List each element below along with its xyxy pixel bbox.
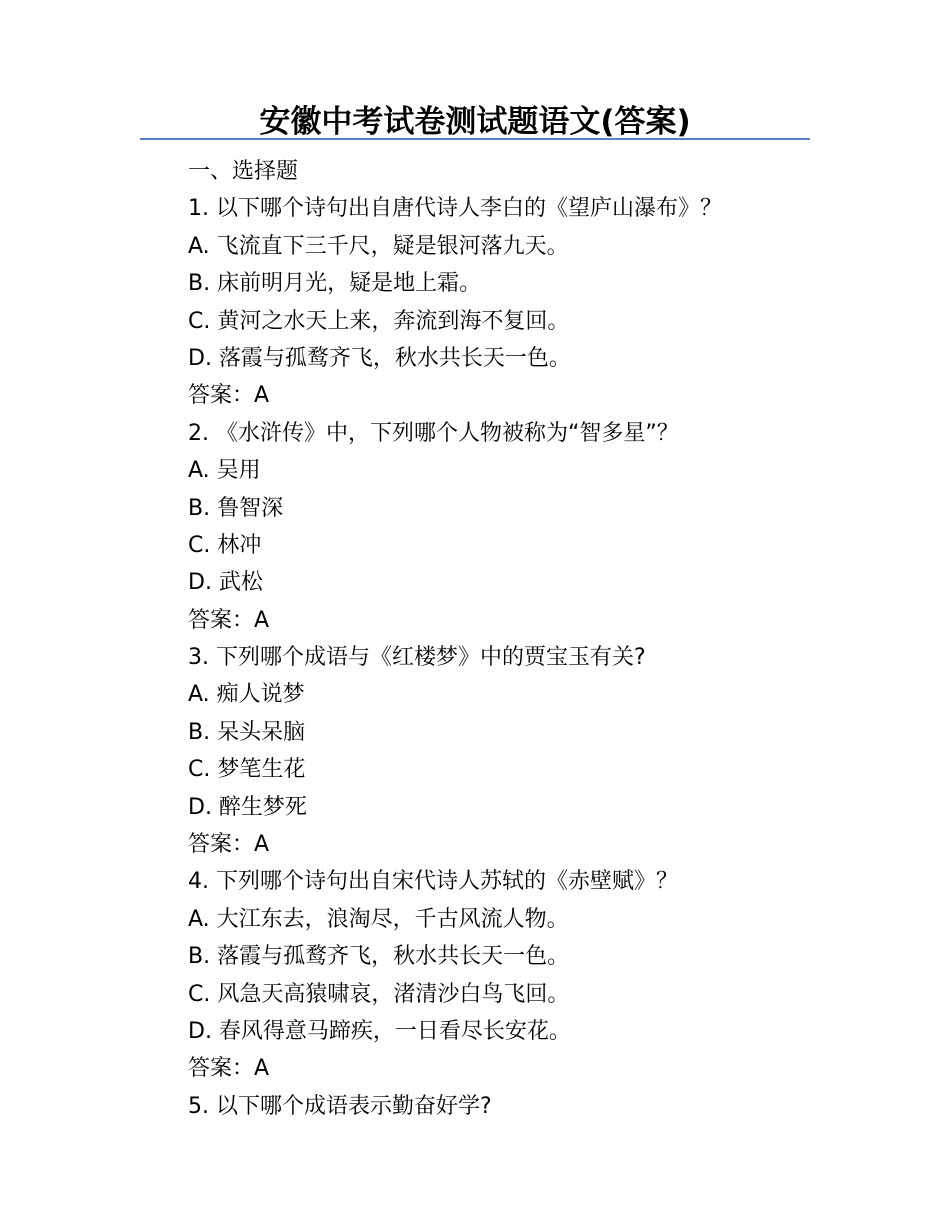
option-a: A. 飞流直下三千尺，疑是银河落九天。 bbox=[188, 233, 569, 259]
option-c: C. 黄河之水天上来，奔流到海不复回。 bbox=[188, 308, 570, 334]
answer-text: 答案：A bbox=[188, 383, 270, 409]
option-d: D. 落霞与孤鹜齐飞，秋水共长天一色。 bbox=[188, 345, 571, 371]
option-a: A. 吴用 bbox=[188, 458, 261, 484]
option-d: D. 醉生梦死 bbox=[188, 794, 307, 820]
document-title: 安徽中考试卷测试题语文(答案) bbox=[259, 104, 691, 140]
question-block-1 bbox=[188, 190, 828, 414]
question-block-4 bbox=[188, 863, 828, 1087]
option-d: D. 春风得意马蹄疾，一日看尽长安花。 bbox=[188, 1018, 571, 1044]
option-b: B. 落霞与孤鹜齐飞，秋水共长天一色。 bbox=[188, 944, 570, 970]
option-c: C. 梦笔生花 bbox=[188, 757, 306, 783]
question-block-5 bbox=[188, 1088, 828, 1125]
option-c: C. 林冲 bbox=[188, 532, 262, 558]
question-text: 4. 下列哪个诗句出自宋代诗人苏轼的《赤壁赋》？ bbox=[188, 869, 678, 895]
question-block-3 bbox=[188, 639, 828, 863]
option-b: B. 鲁智深 bbox=[188, 495, 284, 521]
section-heading: 一、选择题 bbox=[188, 159, 299, 184]
answer-text: 答案：A bbox=[188, 607, 270, 633]
answer-text: 答案：A bbox=[188, 832, 270, 858]
option-c: C. 风急天高猿啸哀，渚清沙白鸟飞回。 bbox=[188, 981, 570, 1007]
question-text: 3. 下列哪个成语与《红楼梦》中的贾宝玉有关? bbox=[188, 645, 646, 671]
option-b: B. 床前明月光，疑是地上霜。 bbox=[188, 271, 482, 297]
option-a: A. 大江东去，浪淘尽，千古风流人物。 bbox=[188, 906, 569, 932]
document-body bbox=[188, 153, 828, 1125]
question-text: 2. 《水浒传》中，下列哪个人物被称为“智多星”？ bbox=[188, 420, 679, 446]
option-a: A. 痴人说梦 bbox=[188, 682, 305, 708]
title-underline bbox=[140, 138, 810, 140]
option-d: D. 武松 bbox=[188, 570, 263, 596]
answer-text: 答案：A bbox=[188, 1056, 270, 1082]
question-text: 1. 以下哪个诗句出自唐代诗人李白的《望庐山瀑布》？ bbox=[188, 196, 722, 222]
question-block-2 bbox=[188, 415, 828, 639]
question-text: 5. 以下哪个成语表示勤奋好学? bbox=[188, 1093, 492, 1119]
option-b: B. 呆头呆脑 bbox=[188, 719, 306, 745]
